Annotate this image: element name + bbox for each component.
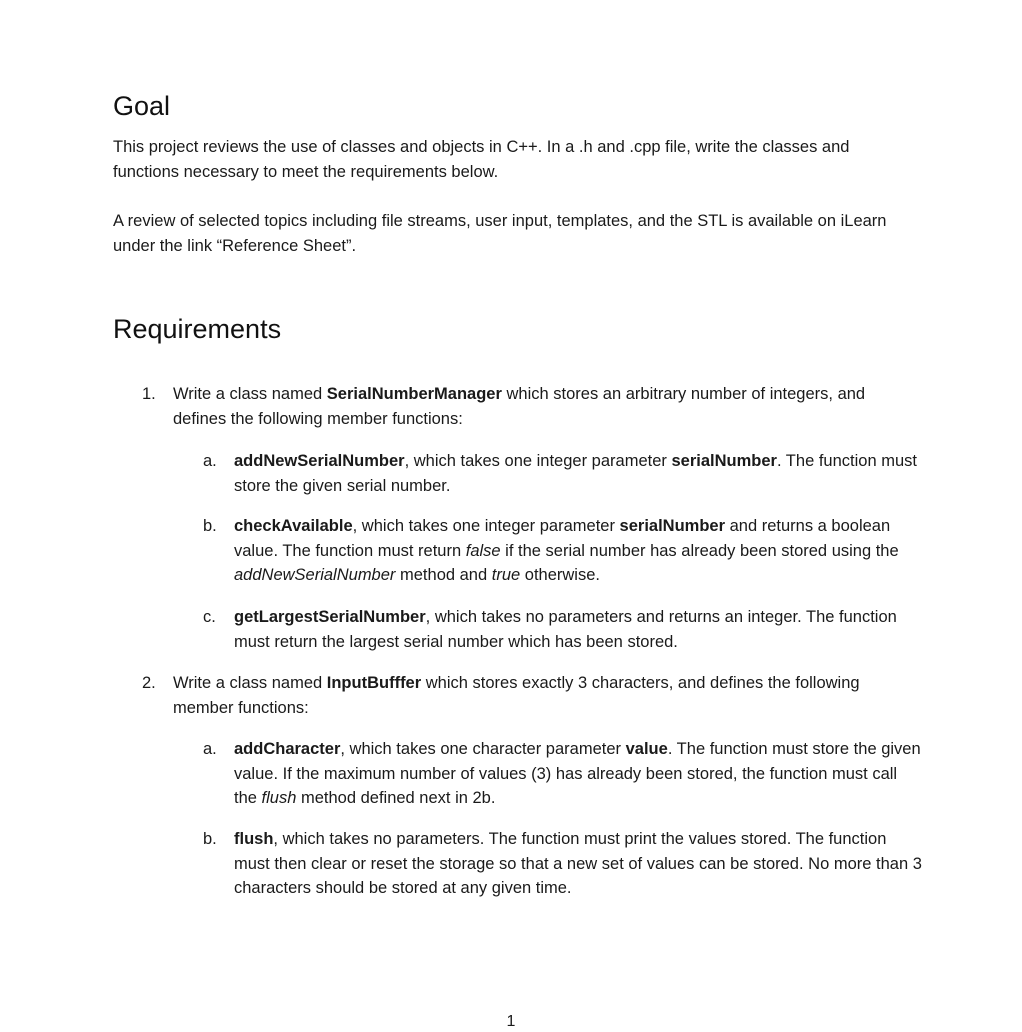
class-name: InputBufffer: [326, 674, 422, 692]
class-name: SerialNumberManager: [326, 385, 502, 403]
sublist-marker: a.: [203, 740, 217, 758]
goal-paragraph-2: A review of selected topics including file streams, user input, templates, and the STL is available on iLearn under the link “Reference Sheet”.: [113, 212, 887, 255]
list-marker: 2.: [142, 674, 156, 692]
requirement-subitem: getLargestSerialNumber, which takes no parameters and returns an integer. The function must return the largest serial number which has been stored.: [234, 608, 897, 651]
requirement-subitem: addCharacter, which takes one character parameter value. The function must store the given value. If the maximum number of values (3) has already been stored, the function must call the flush method defined next in 2b.: [234, 740, 921, 807]
goal-heading: Goal: [113, 91, 171, 121]
sublist-marker: b.: [203, 830, 217, 848]
goal-paragraph-1: This project reviews the use of classes and objects in C++. In a .h and .cpp file, write the classes and functions necessary to meet the requirements below.: [113, 138, 850, 181]
function-name: checkAvailable: [234, 517, 353, 535]
function-name: flush: [234, 830, 274, 848]
function-name: getLargestSerialNumber: [234, 608, 426, 626]
list-marker: 1.: [142, 385, 156, 403]
requirement-subitem: addNewSerialNumber, which takes one integer parameter serialNumber. The function must store the given serial number.: [234, 452, 917, 495]
parameter-name: serialNumber: [671, 452, 777, 470]
function-name: addCharacter: [234, 740, 341, 758]
sublist-marker: b.: [203, 517, 217, 535]
requirement-subitem: checkAvailable, which takes one integer parameter serialNumber and returns a boolean value. The function must return false if the serial number has already been stored using the addNewSerialNumber method and true otherwise.: [234, 517, 899, 584]
sublist-marker: c.: [203, 608, 216, 626]
function-name: addNewSerialNumber: [234, 452, 405, 470]
requirement-item: Write a class named InputBufffer which stores exactly 3 characters, and defines the following member functions:: [173, 674, 860, 717]
requirement-item: Write a class named SerialNumberManager which stores an arbitrary number of integers, and defines the following member functions:: [173, 385, 866, 428]
requirement-subitem: flush, which takes no parameters. The function must print the values stored. The function must then clear or reset the storage so that a new set of values can be stored. No more than 3 characters should be stored at any given time.: [234, 830, 922, 897]
sublist-marker: a.: [203, 452, 217, 470]
requirements-heading: Requirements: [113, 314, 282, 344]
parameter-name: serialNumber: [619, 517, 726, 535]
parameter-name: value: [625, 740, 668, 758]
page-number: 1: [506, 1013, 516, 1030]
